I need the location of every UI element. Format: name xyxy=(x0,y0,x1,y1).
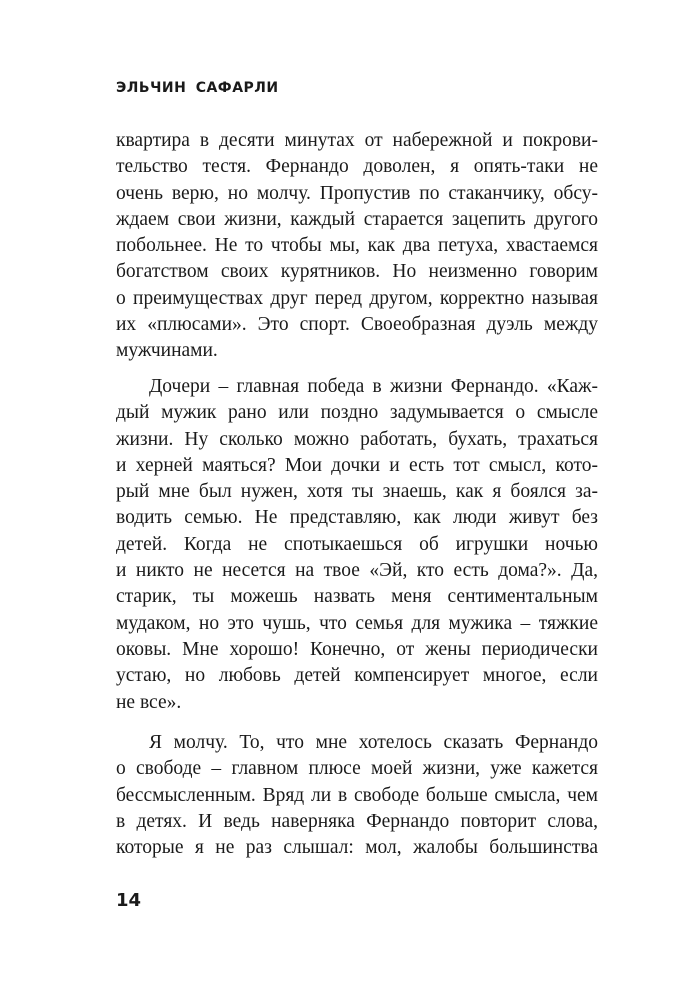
text-line: Я молчу. То, что мне хотелось сказать Фернандо xyxy=(149,732,598,753)
text-line: богатством своих курятников. Но неизменно говорим xyxy=(116,261,598,283)
paragraph-3 xyxy=(116,730,598,861)
text-line: старик, ты можешь назвать меня сентиментальным xyxy=(116,586,598,608)
text-line: детей. Когда не спотыкаешься об игрушки ночью xyxy=(116,533,598,555)
text-line: ждаем свои жизни, каждый старается зацепить другого xyxy=(116,208,598,230)
text-line: рый мне был нужен, хотя ты знаешь, как я боялся за- xyxy=(116,481,598,503)
text-line: и никто не несется на твое «Эй, кто есть дома?». Да, xyxy=(116,560,598,582)
text-line: мудаком, но это чушь, что семья для мужика – тяжкие xyxy=(116,612,598,634)
text-line: о преимуществах друг перед другом, корректно называя xyxy=(116,287,598,309)
page-number: 14 xyxy=(116,890,142,911)
text-line: в детях. И ведь наверняка Фернандо повторит слова, xyxy=(116,810,598,832)
text-line: дый мужик рано или поздно задумывается о смысле xyxy=(116,402,598,424)
running-header-author: ЭЛЬЧИН САФАРЛИ xyxy=(116,80,279,96)
paragraph-1 xyxy=(116,128,598,365)
text-line: и херней маяться? Мои дочки и есть тот смысл, кото- xyxy=(116,454,598,476)
text-line: которые я не раз слышал: мол, жалобы большинства xyxy=(116,837,598,859)
text-line: тельство тестя. Фернандо доволен, я опять-таки не xyxy=(116,156,598,178)
text-line: Дочери – главная победа в жизни Фернандо. «Каж- xyxy=(149,376,598,397)
text-line: квартира в десяти минутах от набережной и покрови- xyxy=(116,130,598,151)
text-line: бессмысленным. Вряд ли в свободе больше смысла, чем xyxy=(116,784,598,806)
text-line: оковы. Мне хорошо! Конечно, от жены периодически xyxy=(116,638,598,660)
paragraph-2 xyxy=(116,374,598,716)
text-line: водить семью. Не представляю, как люди живут без xyxy=(116,507,598,529)
text-line: жизни. Ну сколько можно работать, бухать, трахаться xyxy=(116,428,598,450)
text-line: очень верю, но молчу. Пропустив по стаканчику, обсу- xyxy=(116,182,598,204)
text-line: не все». xyxy=(116,691,182,713)
text-line: о свободе – главном плюсе моей жизни, уже кажется xyxy=(116,758,598,780)
text-line: устаю, но любовь детей компенсирует многое, если xyxy=(116,665,598,687)
text-line: побольнее. Не то чтобы мы, как два петуха, хвастаемся xyxy=(116,235,598,257)
text-line: их «плюсами». Это спорт. Своеобразная дуэль между xyxy=(116,314,598,336)
text-line: мужчинами. xyxy=(116,340,218,362)
